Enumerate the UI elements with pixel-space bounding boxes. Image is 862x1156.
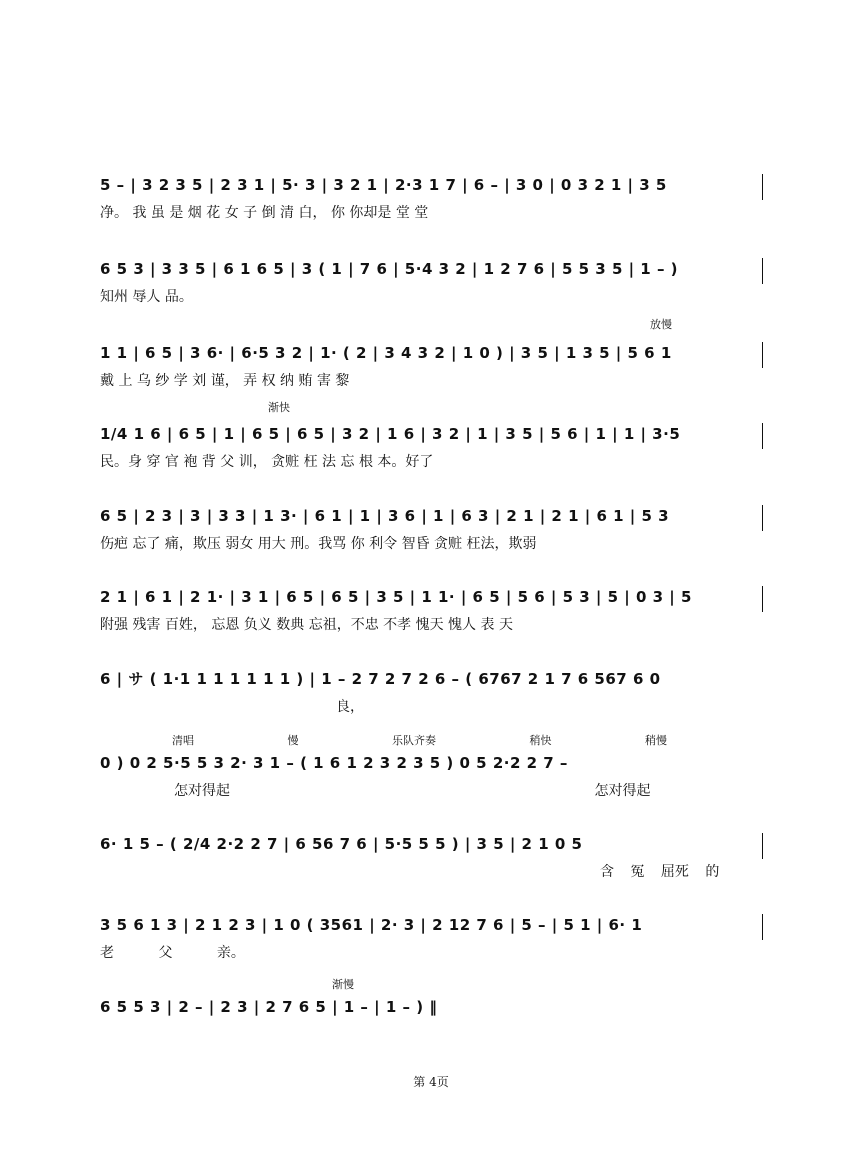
- score-system-9: [100, 831, 770, 887]
- lyrics-line: 民。身 穿 官 袍 背 父 训， 贪赃 枉 法 忘 根 本。好了: [100, 454, 434, 470]
- tempo-mark: 渐慢: [332, 978, 354, 991]
- notation-line: 1 1 | 6 5 | 3 6· | 6·5 3 2 | 1· ( 2 | 3 4 3 2 | 1 0 ) | 3 5 | 1 3 5 | 5 6 1: [100, 344, 672, 362]
- score-system-1: [100, 172, 770, 228]
- barline: [762, 914, 763, 940]
- score-system-5: [100, 503, 770, 559]
- score-system-8: [100, 734, 770, 806]
- lyrics-line: 净。 我 虽 是 烟 花 女 子 倒 清 白， 你 你却是 堂 堂: [100, 205, 429, 221]
- lyrics-line: 附强 残害 百姓， 忘恩 负义 数典 忘祖，不忠 不孝 愧天 愧人 表 天: [100, 617, 513, 633]
- barline: [762, 423, 763, 449]
- barline: [762, 258, 763, 284]
- lyrics-line: 伤疤 忘了 痛，欺压 弱女 用大 刑。我骂 你 利令 智昏 贪赃 枉法，欺弱: [100, 536, 537, 552]
- notation-line: 0 ) 0 2 5·5 5 3 2· 3 1 – ( 1 6 1 2 3 2 3 5 ) 0 5 2·2 2 7 –: [100, 754, 568, 772]
- notation-line: 6 5 3 | 3 3 5 | 6 1 6 5 | 3 ( 1 | 7 6 | 5·4 3 2 | 1 2 7 6 | 5 5 3 5 | 1 – ): [100, 260, 679, 278]
- barline: [762, 833, 763, 859]
- barline: [762, 586, 763, 612]
- notation-line: 6· 1 5 – ( 2/4 2·2 2 7 | 6 56 7 6 | 5·5 5 5 ) | 3 5 | 2 1 0 5: [100, 835, 583, 853]
- score-system-10: [100, 912, 770, 968]
- notation-line: 2 1 | 6 1 | 2 1· | 3 1 | 6 5 | 6 5 | 3 5 | 1 1· | 6 5 | 5 6 | 5 3 | 5 | 0 3 | 5: [100, 588, 692, 606]
- barline: [762, 505, 763, 531]
- lyrics-line: 戴 上 乌 纱 学 刘 谨， 弄 权 纳 贿 害 黎: [100, 373, 350, 389]
- score-system-2: [100, 256, 770, 312]
- lyrics-line: 知州 辱人 品。: [100, 289, 193, 305]
- score-system-6: [100, 584, 770, 640]
- score-system-3: [100, 318, 770, 396]
- page-number: 第 4页: [413, 1075, 449, 1089]
- score-system-11: [100, 978, 770, 1050]
- lyrics-line: 怎对得起 怎对得起: [174, 783, 651, 799]
- tempo-mark: 放慢: [650, 318, 672, 331]
- lyrics-line: 含 冤 屈死 的: [600, 864, 720, 880]
- notation-line: 6 5 | 2 3 | 3 | 3 3 | 1 3· | 6 1 | 1 | 3 6 | 1 | 6 3 | 2 1 | 2 1 | 6 1 | 5 3: [100, 507, 670, 525]
- score-system-7: [100, 666, 770, 722]
- notation-line: 6 5 5 3 | 2 – | 2 3 | 2 7 6 5 | 1 – | 1 – ) ‖: [100, 998, 438, 1016]
- barline: [762, 174, 763, 200]
- notation-line: 3 5 6 1 3 | 2 1 2 3 | 1 0 ( 3561 | 2· 3 | 2 12 7 6 | 5 – | 5 1 | 6· 1: [100, 916, 643, 934]
- tempo-mark: 清唱 慢 乐队齐奏 稍快 稍慢: [172, 734, 667, 747]
- score-system-4: [100, 401, 770, 477]
- notation-line: 5 – | 3 2 3 5 | 2 3 1 | 5· 3 | 3 2 1 | 2·3 1 7 | 6 – | 3 0 | 0 3 2 1 | 3 5: [100, 176, 667, 194]
- notation-line: 1/4 1 6 | 6 5 | 1 | 6 5 | 6 5 | 3 2 | 1 6 | 3 2 | 1 | 3 5 | 5 6 | 1 | 1 | 3·5: [100, 425, 681, 443]
- lyrics-line: 良，: [336, 699, 364, 715]
- barline: [762, 342, 763, 368]
- notation-line: 6 | サ ( 1·1 1 1 1 1 1 1 ) | 1 – 2 7 2 7 2 6 – ( 6767 2 1 7 6 567 6 0: [100, 670, 661, 688]
- lyrics-line: 老 父 亲。: [100, 945, 245, 961]
- tempo-mark: 渐快: [268, 401, 290, 414]
